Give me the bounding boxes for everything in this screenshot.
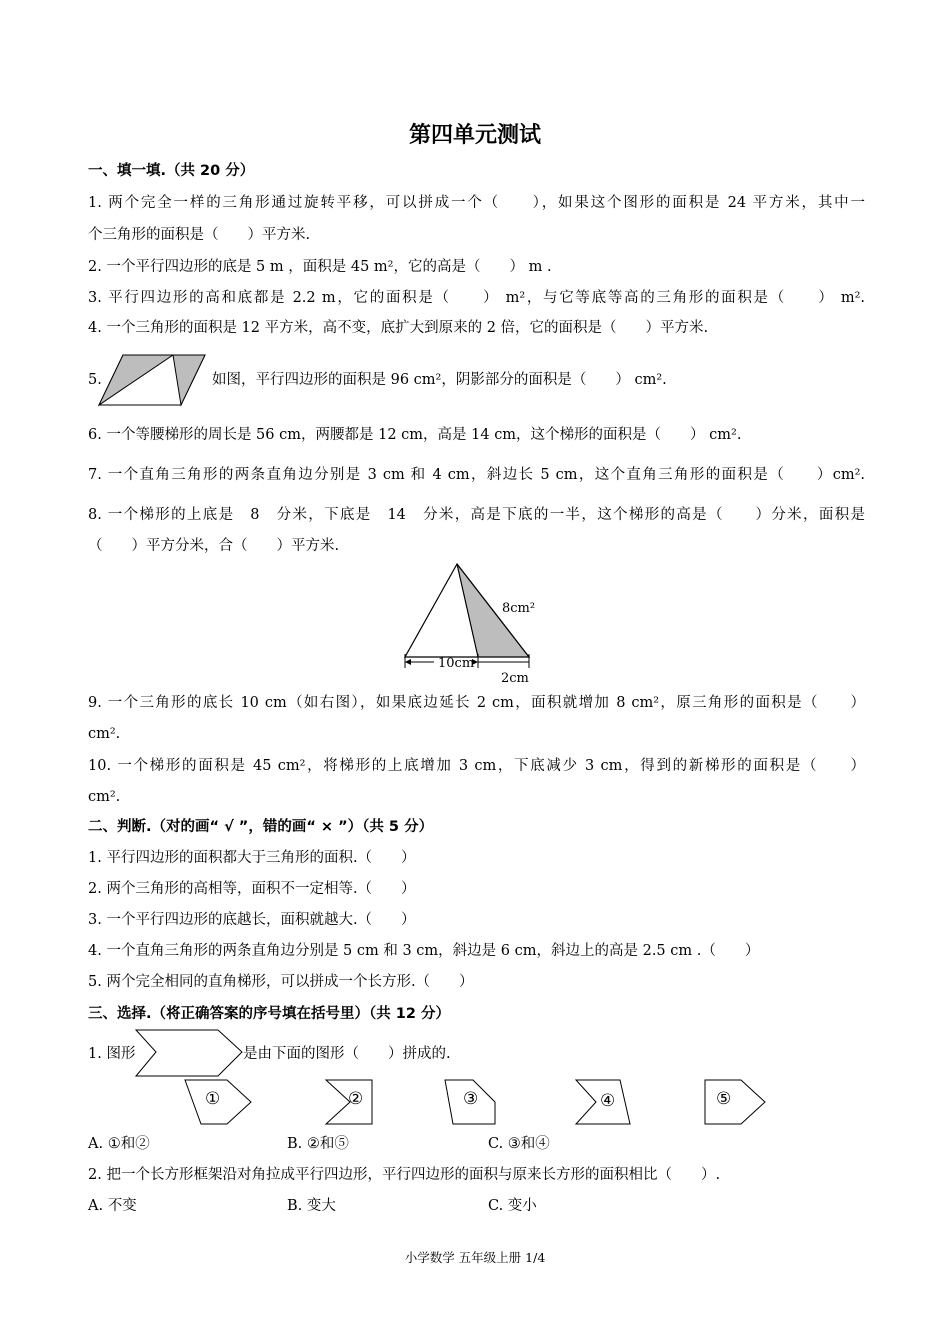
question-6: 6. 一个等腰梯形的周长是 56 cm，两腰都是 12 cm，高是 14 cm，这个梯形的面积是（ ） cm². [88,427,742,443]
choice-2-option-a: A. 不变 [88,1198,137,1214]
choice-2-option-c: C. 变小 [488,1198,537,1214]
page-title: 第四单元测试 [408,123,541,148]
parallelogram-figure [97,353,209,409]
shape-5-label: ⑤ [716,1089,732,1109]
shape-4-label: ④ [600,1091,616,1111]
judge-question-4: 4. 一个直角三角形的两条直角边分别是 5 cm 和 3 cm，斜边是 6 cm，斜边上的高是 2.5 cm .（ ） [88,943,760,959]
judge-question-3: 3. 一个平行四边形的底越长，面积就越大.（ ） [88,912,416,928]
judge-question-1: 1. 平行四边形的面积都大于三角形的面积.（ ） [88,850,416,866]
shape-3-label: ③ [463,1089,479,1109]
page-footer: 小学数学 五年级上册 1/4 [404,1250,546,1265]
question-7: 7. 一个直角三角形的两条直角边分别是 3 cm 和 4 cm，斜边长 5 cm，这个直角三角形的面积是（ ）cm². [88,467,865,483]
shape-1-label: ① [205,1089,221,1109]
choice-1-option-a: A. ①和② [88,1136,150,1152]
triangle-extension-label: 2cm [501,671,529,686]
choice-1-option-b: B. ②和⑤ [287,1136,349,1152]
question-8-line2: （ ）平方分米，合（ ）平方米. [88,538,340,554]
question-5-number: 5. [88,372,102,388]
judge-question-5: 5. 两个完全相同的直角梯形，可以拼成一个长方形.（ ） [88,974,474,990]
question-1-line1: 1. 两个完全一样的三角形通过旋转平移，可以拼成一个（ ），如果这个图形的面积是 24 平方米，其中一 [88,195,865,211]
section1-heading: 一、填一填.（共 20 分） [88,163,255,179]
triangle-figure [396,558,556,688]
triangle-area-label: 8cm² [502,601,536,616]
question-8-line1: 8. 一个梯形的上底是 8 分米，下底是 14 分米，高是下底的一半，这个梯形的高是（ ）分米，面积是 [88,507,865,523]
question-10-line2: cm². [88,789,121,805]
question-5: 如图，平行四边形的面积是 96 cm²，阴影部分的面积是（ ） cm². [212,372,667,388]
question-3: 3. 平行四边形的高和底都是 2.2 m，它的面积是（ ） m²，与它等底等高的三角形的面积是（ ） m². [88,290,865,306]
section2-heading: 二、判断.（对的画“ √ ”，错的画“ × ”）（共 5 分） [88,819,434,835]
shape-2-label: ② [348,1089,364,1109]
combined-shape-figure [134,1028,246,1078]
question-10-line1: 10. 一个梯形的面积是 45 cm²，将梯形的上底增加 3 cm，下底减少 3 cm，得到的新梯形的面积是（ ） [88,758,865,774]
question-1-line2: 个三角形的面积是（ ）平方米. [88,227,311,243]
section3-heading: 三、选择.（将正确答案的序号填在括号里）（共 12 分） [88,1006,451,1022]
judge-question-2: 2. 两个三角形的高相等，面积不一定相等.（ ） [88,881,416,897]
triangle-base-label: 10cm [438,656,475,671]
choice-question-1-prefix: 1. 图形 [88,1046,136,1062]
shape-5-figure [703,1078,767,1126]
question-2: 2. 一个平行四边形的底是 5 m ，面积是 45 m²，它的高是（ ） m . [88,259,552,275]
question-9-line1: 9. 一个三角形的底长 10 cm（如右图），如果底边延长 2 cm，面积就增加 8 cm²，原三角形的面积是（ ） [88,695,865,711]
question-9-line2: cm². [88,726,121,742]
question-4: 4. 一个三角形的面积是 12 平方米，高不变，底扩大到原来的 2 倍，它的面积是（ ）平方米. [88,320,709,336]
choice-1-option-c: C. ③和④ [488,1136,550,1152]
choice-question-2: 2. 把一个长方形框架沿对角拉成平行四边形，平行四边形的面积与原来长方形的面积相比（ ）. [88,1167,721,1183]
choice-2-option-b: B. 变大 [287,1198,336,1214]
choice-question-1: 是由下面的图形（ ）拼成的. [243,1046,451,1062]
